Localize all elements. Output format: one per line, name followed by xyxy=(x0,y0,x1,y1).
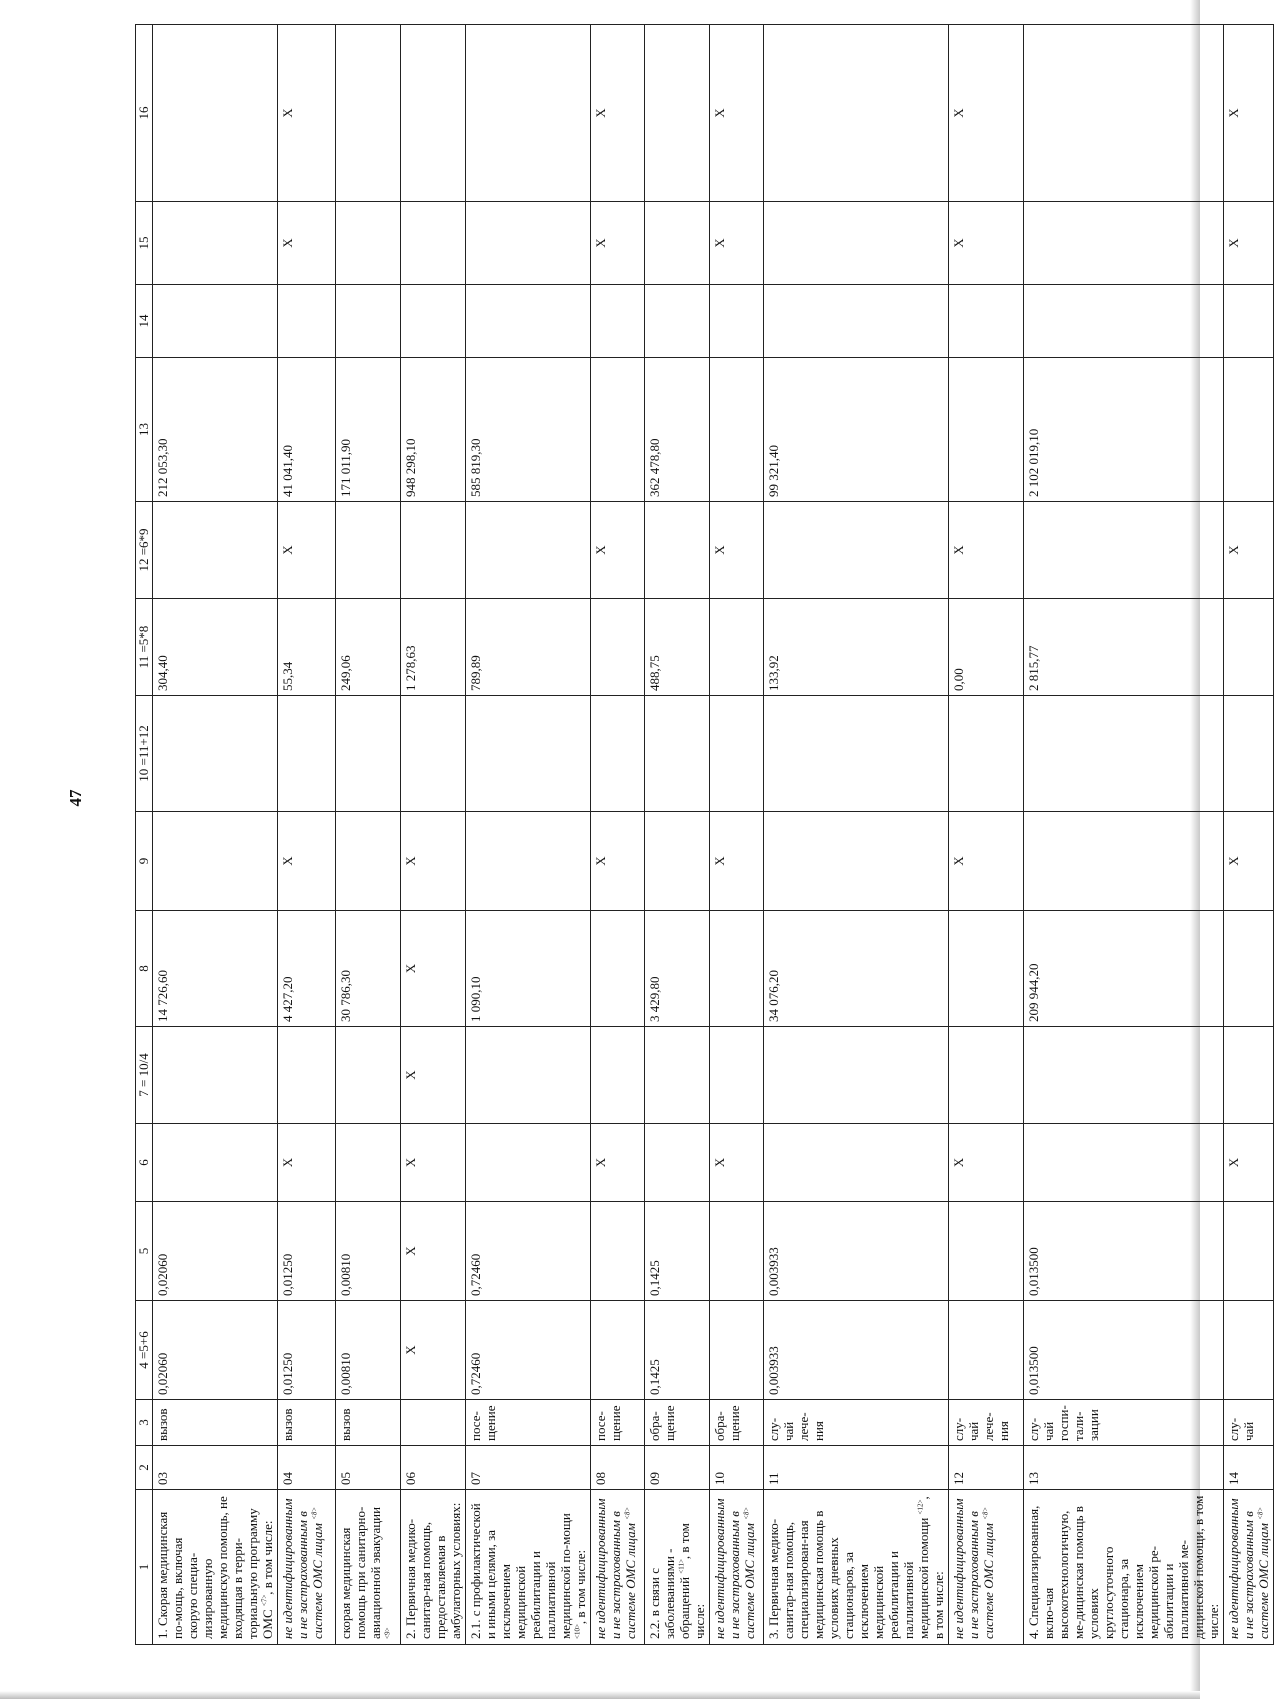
table-cell: 12 xyxy=(949,1446,1024,1490)
row-label-cell xyxy=(1224,1490,1274,1645)
table-cell xyxy=(336,812,401,911)
table-cell: 05 xyxy=(336,1446,401,1490)
table-cell xyxy=(153,812,278,911)
header-cell: 3 xyxy=(136,1400,153,1446)
table-cell xyxy=(949,911,1024,1027)
table-cell xyxy=(466,1027,591,1124)
table-cell: X xyxy=(1224,25,1274,202)
table-cell: 14 xyxy=(1224,1446,1274,1490)
table-cell: X xyxy=(949,502,1024,599)
table-cell: X xyxy=(949,812,1024,911)
table-cell: 0,013500 xyxy=(1024,1301,1224,1400)
table-row xyxy=(1024,25,1224,1645)
row-label: не идентифицированным и не застрахованным в системе ОМС лицам xyxy=(593,1498,638,1639)
footnote-ref: <9> xyxy=(383,1627,392,1639)
table-row xyxy=(710,25,764,1645)
footnote-ref: <8> xyxy=(742,1506,751,1520)
table-cell xyxy=(710,358,764,502)
table-cell: X xyxy=(401,1202,466,1301)
table-cell xyxy=(591,696,645,812)
table-cell: посе-щение xyxy=(466,1400,591,1446)
header-cell: 9 xyxy=(136,812,153,911)
table-cell xyxy=(710,696,764,812)
table-cell: 948 298,10 xyxy=(401,358,466,502)
table-row xyxy=(1224,25,1274,1645)
row-label-tail: , в том числе: xyxy=(916,1496,946,1639)
table-cell: 0,72460 xyxy=(466,1301,591,1400)
table-cell: X xyxy=(949,25,1024,202)
table-cell: слу-чай госпи-тали-зации xyxy=(1024,1400,1224,1446)
table-cell xyxy=(401,202,466,285)
table-cell: 34 076,20 xyxy=(764,911,949,1027)
table-cell xyxy=(764,696,949,812)
header-cell: 4 =5+6 xyxy=(136,1301,153,1400)
table-cell xyxy=(710,1301,764,1400)
table-cell: 0,02060 xyxy=(153,1301,278,1400)
footnote-ref: <8> xyxy=(981,1506,990,1520)
table-cell: 3 429,80 xyxy=(645,911,710,1027)
table-cell: 0,01250 xyxy=(278,1301,336,1400)
table-cell: слу-чай лече-ния xyxy=(949,1400,1024,1446)
table-cell: 10 xyxy=(710,1446,764,1490)
table-cell xyxy=(591,1202,645,1301)
table-cell: слу-чай лече-ния xyxy=(764,1400,949,1446)
table-cell xyxy=(153,202,278,285)
row-label: не идентифицированным и не застрахованным в системе ОМС лицам xyxy=(280,1498,325,1639)
header-cell: 15 xyxy=(136,202,153,285)
table-cell: X xyxy=(1224,502,1274,599)
table-cell: 0,72460 xyxy=(466,1202,591,1301)
rotated-table-wrapper xyxy=(135,24,1274,1645)
table-cell: X xyxy=(278,25,336,202)
table-cell: 585 819,30 xyxy=(466,358,591,502)
row-label: 1. Скорая медицинская по-мощь, включая скорую специа-лизированную медицинскую помощь, не входящая в терри-ториальную программу ОМС xyxy=(155,1496,275,1639)
table-cell xyxy=(278,285,336,358)
table-cell xyxy=(764,285,949,358)
header-cell: 16 xyxy=(136,25,153,202)
header-cell: 5 xyxy=(136,1202,153,1301)
row-label-cell xyxy=(153,1490,278,1645)
table-cell xyxy=(710,285,764,358)
row-label-cell xyxy=(336,1490,401,1645)
table-cell: X xyxy=(278,202,336,285)
table-cell: 0,003933 xyxy=(764,1202,949,1301)
table-cell: 0,00 xyxy=(949,599,1024,696)
table-cell: 1 278,63 xyxy=(401,599,466,696)
table-cell xyxy=(645,812,710,911)
table-cell xyxy=(466,696,591,812)
table-cell: вызов xyxy=(336,1400,401,1446)
table-cell: X xyxy=(710,502,764,599)
table-cell: X xyxy=(949,1124,1024,1202)
table-cell: 14 726,60 xyxy=(153,911,278,1027)
table-cell: 2 102 019,10 xyxy=(1024,358,1224,502)
table-cell: X xyxy=(278,1124,336,1202)
table-cell: X xyxy=(1224,202,1274,285)
header-cell: 2 xyxy=(136,1446,153,1490)
table-cell: 0,00810 xyxy=(336,1202,401,1301)
table-cell: 249,06 xyxy=(336,599,401,696)
table-cell: X xyxy=(401,1027,466,1124)
table-cell xyxy=(1224,911,1274,1027)
table-cell xyxy=(466,25,591,202)
table-cell: X xyxy=(401,812,466,911)
table-cell: 488,75 xyxy=(645,599,710,696)
table-cell xyxy=(645,285,710,358)
table-cell: 304,40 xyxy=(153,599,278,696)
table-row xyxy=(401,25,466,1645)
table-cell xyxy=(710,1202,764,1301)
row-label: 3. Первичная медико-санитар-ная помощь, специализирован-ная медицинская помощь в условиях дневных стационаров, за исключением медицинской реабилитации и паллиативной медицинской помощи xyxy=(766,1510,931,1639)
header-cell: 10 =11+12 xyxy=(136,696,153,812)
row-label: скорая медицинская помощь при санитарно-авиационной эвакуации xyxy=(338,1506,383,1639)
table-cell xyxy=(591,1027,645,1124)
row-label-cell xyxy=(764,1490,949,1645)
table-cell: 0,1425 xyxy=(645,1202,710,1301)
table-cell: 03 xyxy=(153,1446,278,1490)
table-cell: X xyxy=(401,1124,466,1202)
table-cell: 13 xyxy=(1024,1446,1224,1490)
table-cell xyxy=(401,1400,466,1446)
table-cell xyxy=(1224,358,1274,502)
table-cell: 07 xyxy=(466,1446,591,1490)
table-cell xyxy=(401,502,466,599)
row-label-cell xyxy=(401,1490,466,1645)
table-cell xyxy=(645,502,710,599)
table-cell: 789,89 xyxy=(466,599,591,696)
table-cell: X xyxy=(591,25,645,202)
table-cell xyxy=(645,1027,710,1124)
table-cell xyxy=(1024,1124,1224,1202)
table-cell xyxy=(591,599,645,696)
header-cell: 1 xyxy=(136,1490,153,1645)
table-cell: 30 786,30 xyxy=(336,911,401,1027)
table-row xyxy=(466,25,591,1645)
footnote-ref: <8> xyxy=(1256,1506,1265,1520)
row-label-cell xyxy=(645,1490,710,1645)
table-cell: 0,1425 xyxy=(645,1301,710,1400)
table-row xyxy=(764,25,949,1645)
table-cell: X xyxy=(710,25,764,202)
table-cell xyxy=(336,25,401,202)
table-cell xyxy=(710,599,764,696)
table-cell: X xyxy=(401,911,466,1027)
table-cell: вызов xyxy=(153,1400,278,1446)
table-cell xyxy=(336,285,401,358)
table-cell xyxy=(1224,1301,1274,1400)
table-cell: 99 321,40 xyxy=(764,358,949,502)
table-cell: X xyxy=(278,502,336,599)
table-cell xyxy=(764,812,949,911)
table-cell xyxy=(645,1124,710,1202)
table-cell xyxy=(1224,599,1274,696)
table-cell xyxy=(764,25,949,202)
row-label: 2.2. в связи с заболеваниями - обращений xyxy=(647,1548,692,1639)
table-cell xyxy=(336,202,401,285)
row-label-cell xyxy=(278,1490,336,1645)
table-cell xyxy=(764,502,949,599)
table-row xyxy=(591,25,645,1645)
table-cell xyxy=(591,1301,645,1400)
row-label: 4. Специализированная, вклю-чая высокотехнологичную, ме-дицинская помощь в условиях круглосуточного стационара, за исключением медицинской ре-абилитации и паллиативной ме-дицинской помощи, в том числе: xyxy=(1026,1495,1221,1639)
table-cell: 11 xyxy=(764,1446,949,1490)
table-cell: 133,92 xyxy=(764,599,949,696)
table-cell xyxy=(764,1027,949,1124)
table-cell: обра-щение xyxy=(710,1400,764,1446)
header-cell: 8 xyxy=(136,911,153,1027)
header-row xyxy=(136,25,153,1645)
table-cell xyxy=(645,202,710,285)
table-cell xyxy=(645,696,710,812)
header-cell: 6 xyxy=(136,1124,153,1202)
table-cell: обра-щение xyxy=(645,1400,710,1446)
table-cell xyxy=(336,1027,401,1124)
table-row xyxy=(949,25,1024,1645)
table-cell xyxy=(153,502,278,599)
table-cell: 55,34 xyxy=(278,599,336,696)
header-cell: 7 = 10/4 xyxy=(136,1027,153,1124)
table-cell xyxy=(1224,285,1274,358)
row-label-cell xyxy=(710,1490,764,1645)
table-cell: 171 011,90 xyxy=(336,358,401,502)
header-cell: 14 xyxy=(136,285,153,358)
footnote-ref: <8> xyxy=(623,1506,632,1520)
row-label-tail: , в том числе: xyxy=(573,1549,588,1625)
table-cell xyxy=(949,285,1024,358)
table-cell: 4 427,20 xyxy=(278,911,336,1027)
table-cell xyxy=(1024,502,1224,599)
table-cell xyxy=(1024,25,1224,202)
table-cell xyxy=(710,911,764,1027)
row-label-cell xyxy=(591,1490,645,1645)
table-cell xyxy=(1224,696,1274,812)
table-cell xyxy=(949,1301,1024,1400)
table-cell xyxy=(949,358,1024,502)
table-cell xyxy=(153,1027,278,1124)
table-cell xyxy=(645,25,710,202)
table-cell: X xyxy=(591,1124,645,1202)
footnote-ref: <11> xyxy=(677,1559,686,1574)
table-cell: X xyxy=(1224,812,1274,911)
footnote-ref: <10> xyxy=(573,1624,582,1639)
table-cell xyxy=(1024,1027,1224,1124)
table-cell: X xyxy=(710,812,764,911)
table-cell: 0,00810 xyxy=(336,1301,401,1400)
table-cell xyxy=(710,1027,764,1124)
table-cell: X xyxy=(591,812,645,911)
header-cell: 11 =5*8 xyxy=(136,599,153,696)
table-cell xyxy=(466,812,591,911)
row-label: не идентифицированным и не застрахованным в системе ОМС лицам xyxy=(951,1498,996,1639)
row-label-cell xyxy=(949,1490,1024,1645)
table-cell: X xyxy=(591,502,645,599)
table-cell: 0,02060 xyxy=(153,1202,278,1301)
table-cell xyxy=(336,502,401,599)
table-cell: 362 478,80 xyxy=(645,358,710,502)
table-cell: 09 xyxy=(645,1446,710,1490)
header-cell: 13 xyxy=(136,358,153,502)
table-cell: 0,013500 xyxy=(1024,1202,1224,1301)
table-cell: 0,003933 xyxy=(764,1301,949,1400)
table-cell: X xyxy=(591,202,645,285)
table-cell: слу-чай xyxy=(1224,1400,1274,1446)
table-cell xyxy=(401,285,466,358)
table-cell xyxy=(401,25,466,202)
table-cell xyxy=(153,696,278,812)
table-cell xyxy=(466,285,591,358)
table-cell xyxy=(764,202,949,285)
table-cell xyxy=(336,696,401,812)
table-row xyxy=(278,25,336,1645)
table-cell: посе-щение xyxy=(591,1400,645,1446)
row-label: 2.1. с профилактической и иными целями, за исключением медицинской реабилитации и паллиативной медицинской по-мощи xyxy=(468,1503,573,1639)
row-label: 2. Первичная медико-санитар-ная помощь, предоставляемая в амбулаторных условиях: xyxy=(403,1502,463,1639)
footnote-ref: <7> xyxy=(260,1594,269,1607)
footnote-ref: <8> xyxy=(310,1506,319,1520)
table-cell: 08 xyxy=(591,1446,645,1490)
table-cell xyxy=(949,1027,1024,1124)
table-cell xyxy=(1024,812,1224,911)
table-cell xyxy=(949,696,1024,812)
row-label-cell xyxy=(1024,1490,1224,1645)
table-cell xyxy=(1024,696,1224,812)
table-cell: 1 090,10 xyxy=(466,911,591,1027)
table-cell xyxy=(1024,202,1224,285)
table-cell: X xyxy=(278,812,336,911)
table-cell: 41 041,40 xyxy=(278,358,336,502)
table-cell: 04 xyxy=(278,1446,336,1490)
table-cell xyxy=(591,285,645,358)
table-cell xyxy=(466,502,591,599)
footnote-ref: <12> xyxy=(916,1499,925,1515)
table-cell: 06 xyxy=(401,1446,466,1490)
table-cell xyxy=(278,1027,336,1124)
table-cell xyxy=(153,1124,278,1202)
table-cell xyxy=(949,1202,1024,1301)
table-cell xyxy=(153,285,278,358)
table-cell: X xyxy=(1224,1124,1274,1202)
table-cell: 2 815,77 xyxy=(1024,599,1224,696)
row-label: не идентифицированным и не застрахованным в системе ОМС лицам xyxy=(712,1498,757,1639)
page-edge-shadow-bottom xyxy=(0,1691,1200,1699)
table-row xyxy=(336,25,401,1645)
table-cell: 212 053,30 xyxy=(153,358,278,502)
data-table xyxy=(135,24,1274,1645)
table-cell: X xyxy=(401,1301,466,1400)
table-cell xyxy=(336,1124,401,1202)
table-row xyxy=(645,25,710,1645)
table-cell xyxy=(278,696,336,812)
table-cell xyxy=(1224,1202,1274,1301)
table-cell: X xyxy=(710,1124,764,1202)
row-label-tail: , в том числе: xyxy=(260,1520,275,1595)
row-label-cell xyxy=(466,1490,591,1645)
table-cell: 0,01250 xyxy=(278,1202,336,1301)
table-cell xyxy=(591,911,645,1027)
table-cell: X xyxy=(949,202,1024,285)
row-label: не идентифицированным и не застрахованным в системе ОМС лицам xyxy=(1226,1498,1271,1639)
header-cell: 12 =6*9 xyxy=(136,502,153,599)
table-cell xyxy=(466,1124,591,1202)
table-cell xyxy=(401,696,466,812)
table-cell xyxy=(764,1124,949,1202)
row-label-tail: , в том числе: xyxy=(677,1523,707,1639)
table-cell xyxy=(466,202,591,285)
table-cell xyxy=(1024,285,1224,358)
table-row xyxy=(153,25,278,1645)
table-cell: 209 944,20 xyxy=(1024,911,1224,1027)
table-cell xyxy=(153,25,278,202)
table-cell: X xyxy=(710,202,764,285)
table-cell xyxy=(1224,1027,1274,1124)
table-cell xyxy=(591,358,645,502)
page-number: 47 xyxy=(66,789,85,807)
table-cell: вызов xyxy=(278,1400,336,1446)
